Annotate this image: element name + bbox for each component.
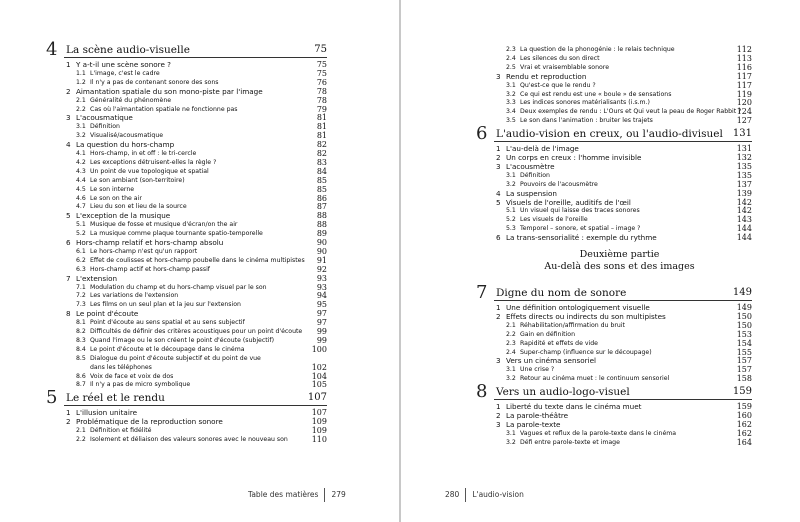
- toc-entry-number: 5.1: [76, 221, 86, 229]
- toc-entry-page: 75: [316, 68, 327, 78]
- toc-entry-title: Définition et fidélité: [90, 427, 152, 435]
- right-footer-page: 280: [445, 490, 460, 499]
- toc-entry-page: 99: [316, 335, 327, 345]
- toc-entry-page: 107: [311, 408, 327, 418]
- toc-entry-page: 85: [316, 175, 327, 185]
- toc-entry-title: Un point de vue topologique et spatial: [90, 167, 209, 175]
- toc-entry-page: 160: [736, 411, 752, 420]
- toc-entry-page: 143: [736, 215, 752, 225]
- toc-entry-number: 2.2: [76, 436, 86, 443]
- toc-entry-title: Hors-champ relatif et hors-champ absolu: [76, 238, 224, 247]
- toc-entry: [506, 115, 653, 126]
- toc-entry-page: 86: [316, 193, 327, 203]
- toc-entry-page: 78: [316, 95, 327, 105]
- chapter-rule: [64, 405, 327, 406]
- toc-entry-page: 157: [736, 356, 752, 366]
- toc-entry-title: Une définition ontologiquement visuelle: [506, 303, 650, 312]
- chapter-page: 75: [314, 44, 327, 55]
- toc-entry-page: 81: [316, 131, 327, 141]
- toc-entry-page: 90: [316, 238, 327, 247]
- toc-entry-number: 8.6: [76, 372, 86, 380]
- toc-entry-page: 162: [736, 428, 752, 438]
- toc-entry-title: Vers un cinéma sensoriel: [506, 356, 597, 366]
- toc-entry-page: 149: [736, 303, 752, 312]
- chapter-title: Vers un audio-logo-visuel: [496, 386, 630, 399]
- toc-entry-page: 81: [316, 122, 327, 132]
- toc-entry-number: 4.3: [76, 167, 86, 175]
- toc-entry-title: Les visuels de l'oreille: [520, 216, 588, 224]
- toc-entry-title: Temporel – sonore, et spatial – image ?: [520, 225, 641, 233]
- toc-entry-page: 155: [736, 347, 752, 357]
- toc-entry-number: 2.1: [76, 427, 86, 435]
- toc-entry-title: La parole-théâtre: [506, 411, 569, 420]
- toc-entry-number: 2: [66, 86, 71, 96]
- toc-entry-page: 89: [316, 229, 327, 239]
- toc-entry-page: 157: [736, 365, 752, 375]
- toc-entry-title: Le point d'écoute et le découpage dans le cinéma: [90, 345, 245, 353]
- toc-entry-number: 4.5: [76, 185, 86, 193]
- chapter-rule: [494, 141, 752, 142]
- toc-entry-number: 2.5: [506, 63, 516, 71]
- toc-entry-number: 5.1: [506, 207, 516, 215]
- toc-entry-number: 6.2: [76, 256, 86, 264]
- toc-entry-title: Il n'y a pas de contenant sonore des sons: [90, 78, 219, 86]
- toc-entry-page: 164: [736, 437, 752, 447]
- toc-entry-number: 4.7: [76, 203, 86, 211]
- toc-entry-page: 95: [316, 300, 327, 310]
- chapter-title: La scène audio-visuelle: [66, 44, 190, 56]
- toc-entry-number: 3.1: [506, 429, 516, 437]
- toc-entry-number: 2: [496, 153, 501, 162]
- left-page: [0, 0, 399, 522]
- toc-entry-number: 4.6: [76, 194, 86, 202]
- toc-entry-page: 135: [736, 161, 752, 171]
- toc-entry-number: 8: [66, 309, 71, 319]
- toc-entry-title: Musique de fosse et musique d'écran/on the air: [90, 221, 238, 229]
- toc-entry-title: Définition: [520, 171, 550, 179]
- toc-entry-number: 8.1: [76, 319, 86, 327]
- toc-entry-number: 3.1: [76, 123, 86, 131]
- toc-entry-number: 3.2: [506, 90, 516, 98]
- toc-entry-number: 3.4: [506, 108, 516, 116]
- toc-entry-number: 3.2: [506, 375, 516, 383]
- toc-entry-page: 99: [316, 327, 327, 336]
- part-label: Deuxième partie: [579, 249, 660, 260]
- toc-entry-number: 1: [496, 303, 501, 312]
- toc-entry-number: 3.1: [506, 366, 516, 374]
- toc-entry-page: 105: [311, 380, 327, 390]
- toc-entry-number: 4: [496, 188, 501, 198]
- toc-entry-page: 135: [736, 170, 752, 180]
- toc-entry-title: Voix de face et voix de dos: [90, 372, 174, 380]
- toc-entry-title: Il n'y a pas de micro symbolique: [90, 381, 191, 389]
- chapter-title: Digne du nom de sonore: [496, 287, 627, 299]
- toc-entry-number: 7.3: [76, 301, 86, 309]
- toc-entry-page: 97: [316, 318, 327, 328]
- toc-entry-page: 127: [736, 116, 752, 126]
- toc-entry-number: 1: [66, 60, 71, 69]
- toc-entry-page: 82: [316, 149, 327, 158]
- left-footer-page: 279: [331, 490, 346, 499]
- toc-entry-title: Modulation du champ et du hors-champ visuel par le son: [90, 283, 267, 291]
- toc-entry-title: Hors-champ, in et off : le tri-cercle: [90, 150, 197, 157]
- toc-entry-page: 92: [316, 264, 327, 274]
- toc-entry-title: Le son interne: [90, 185, 135, 193]
- toc-entry-page: 137: [736, 179, 752, 189]
- chapter-number: 6: [476, 123, 488, 145]
- toc-entry-number: 3.1: [506, 81, 516, 89]
- toc-entry-number: 8.7: [76, 381, 86, 389]
- toc-entry-page: 93: [316, 282, 327, 292]
- toc-entry-page: 81: [316, 113, 327, 123]
- toc-entry-number: 4.4: [76, 176, 86, 184]
- toc-entry-page: 83: [316, 157, 327, 167]
- toc-entry-number: 2.1: [76, 96, 86, 104]
- chapter-rule: [64, 57, 327, 58]
- toc-entry: [506, 373, 669, 384]
- toc-entry-number: 2.2: [506, 330, 516, 338]
- chapter-number: 7: [476, 282, 488, 303]
- toc-entry-title: Le hors-champ n'est qu'un rapport: [90, 247, 198, 255]
- toc-entry-title: La question du hors-champ: [76, 140, 175, 150]
- toc-entry-number: 8.3: [76, 336, 86, 344]
- toc-entry-page: 97: [316, 309, 327, 319]
- toc-entry-title: Défi entre parole-texte et image: [520, 438, 620, 446]
- toc-entry-number: 5: [496, 197, 501, 207]
- toc-entry-title: L'au-delà de l'image: [506, 144, 579, 154]
- toc-entry-number: 2.2: [76, 105, 86, 113]
- right-footer-label: L'audio-vision: [472, 490, 524, 499]
- toc-entry-number: 8.2: [76, 328, 86, 335]
- toc-entry-title: Super-champ (influence sur le découpage): [520, 348, 652, 356]
- toc-entry-title: L'extension: [76, 273, 118, 283]
- toc-entry-page: 117: [736, 71, 752, 81]
- toc-entry-title: Effets directs ou indirects du son multipistes: [506, 311, 666, 321]
- toc-entry-title: Quand l'image ou le son créent le point d'écoute (subjectif): [90, 336, 274, 344]
- toc-entry-number: 1.2: [76, 78, 86, 86]
- toc-entry-number: 7: [66, 273, 71, 283]
- toc-entry-title: Un visuel qui laisse des traces sonores: [520, 207, 640, 215]
- toc-entry-page: 87: [316, 202, 327, 212]
- toc-entry-page: 82: [316, 140, 327, 150]
- toc-entry-page: 119: [736, 89, 752, 99]
- toc-entry-title: Ce qui est rendu est une « boule » de sensations: [520, 90, 672, 98]
- toc-entry-page: 150: [736, 320, 752, 330]
- toc-entry-title: Visualisé/acousmatique: [90, 132, 164, 140]
- toc-entry-title: L'illusion unitaire: [76, 408, 138, 418]
- toc-entry-number: 1: [496, 144, 501, 154]
- toc-entry-title: Les films on un seul plan et la jeu sur l'extension: [90, 301, 241, 309]
- toc-entry-page: 117: [736, 80, 752, 90]
- toc-entry-page: 159: [736, 402, 752, 412]
- toc-entry-number: 6: [66, 238, 71, 247]
- toc-entry-title: Vagues et reflux de la parole-texte dans le cinéma: [520, 429, 677, 437]
- toc-entry-number: 7.1: [76, 283, 86, 291]
- toc-entry-number: 6: [496, 233, 501, 243]
- toc-entry-number: 2: [66, 417, 71, 427]
- toc-entry-number: 1.1: [76, 69, 86, 77]
- toc-entry-number: 3: [496, 71, 501, 81]
- toc-entry-number: 3: [496, 419, 501, 429]
- toc-entry-title: Visuels de l'oreille, auditifs de l'œil: [506, 197, 631, 207]
- toc-entry-page: 109: [311, 426, 327, 436]
- toc-entry-title: Gain en définition: [520, 330, 576, 338]
- toc-entry-title: Une crise ?: [520, 366, 555, 374]
- toc-entry-page: 113: [736, 53, 752, 63]
- toc-entry: [76, 379, 190, 390]
- toc-entry-page: 144: [736, 224, 752, 234]
- toc-entry-title: Les variations de l'extension: [90, 292, 179, 300]
- toc-entry-page: 100: [311, 344, 327, 354]
- toc-entry-number: 2.1: [506, 321, 516, 329]
- toc-entry-page: 102: [311, 362, 327, 372]
- toc-entry-number: 2.3: [506, 46, 516, 53]
- toc-entry-page: 85: [316, 184, 327, 194]
- toc-entry-number: 3: [496, 161, 501, 171]
- toc-entry-page: 104: [311, 371, 327, 381]
- toc-entry-page: 94: [316, 291, 327, 301]
- toc-entry-title: Liberté du texte dans le cinéma muet: [506, 402, 642, 412]
- toc-entry-title: Le son dans l'animation : bruiter les trajets: [520, 117, 653, 125]
- toc-entry-page: 153: [736, 329, 752, 339]
- toc-entry-title: Retour au cinéma muet : le continuum sensoriel: [520, 375, 670, 383]
- toc-entry-page: 132: [736, 153, 752, 162]
- toc-entry-title: Difficultés de définir des critères acoustiques pour un point d'écoute: [90, 328, 303, 335]
- toc-entry-number: 2.4: [506, 348, 516, 356]
- toc-entry-number: 5.2: [506, 216, 516, 224]
- toc-entry-number: 3.1: [506, 171, 516, 179]
- chapter-rule: [494, 399, 752, 400]
- toc-entry-number: 5.2: [76, 230, 86, 238]
- toc-entry-title: La suspension: [506, 188, 557, 198]
- toc-entry-page: 154: [736, 338, 752, 348]
- toc-entry-title: dans les téléphones: [90, 363, 152, 371]
- chapter-number: 8: [476, 381, 488, 403]
- toc-entry-page: 142: [736, 206, 752, 216]
- toc-entry-number: 3.3: [506, 99, 516, 107]
- toc-entry-title: Les indices sonores matérialisants (i.s.m.): [520, 99, 650, 107]
- toc-entry-page: 139: [736, 188, 752, 198]
- toc-entry-number: 3: [66, 113, 71, 123]
- toc-entry-page: 112: [736, 45, 752, 54]
- toc-entry-number: 2: [496, 411, 501, 420]
- toc-entry-page: 75: [316, 60, 327, 69]
- toc-entry-page: 93: [316, 273, 327, 283]
- toc-entry: [496, 232, 657, 243]
- right-footer: [445, 488, 524, 502]
- toc-entry-title: Rendu et reproduction: [506, 71, 587, 81]
- chapter-page: 131: [732, 128, 752, 140]
- toc-entry-number: 4.1: [76, 150, 86, 157]
- toc-entry-title: Qu'est-ce que le rendu ?: [520, 81, 596, 89]
- toc-entry-title: Généralité du phénomène: [90, 96, 172, 104]
- toc-entry-page: 88: [316, 211, 327, 221]
- toc-entry: [506, 437, 620, 448]
- toc-entry-page: 110: [311, 435, 327, 444]
- toc-entry-number: 2: [496, 311, 501, 321]
- right-page: [401, 0, 800, 522]
- chapter-page: 149: [732, 287, 752, 298]
- toc-entry-title: Isolement et déliaison des valeurs sonores avec le nouveau son: [90, 436, 288, 443]
- toc-entry-title: L'exception de la musique: [76, 211, 171, 221]
- toc-entry-title: Y a-t-il une scène sonore ?: [76, 60, 171, 69]
- toc-entry-title: Pouvoirs de l'acousmètre: [520, 180, 598, 188]
- toc-entry-title: Définition: [90, 123, 120, 131]
- toc-entry-page: 76: [316, 77, 327, 87]
- toc-entry-title: Rapidité et effets de vide: [520, 339, 598, 347]
- toc-entry-number: 5: [66, 211, 71, 221]
- toc-entry-title: La musique comme plaque tournante spatio-temporelle: [90, 230, 263, 238]
- toc-entry-title: Deux exemples de rendu : L'Ours et Qui veut la peau de Roger Rabbit ?: [520, 108, 742, 116]
- toc-entry-title: La trans-sensorialité : exemple du rythme: [506, 233, 657, 243]
- toc-entry-title: Effet de coulisses et hors-champ poubelle dans le cinéma multipistes: [90, 256, 305, 264]
- chapter-page: 107: [307, 392, 327, 404]
- toc-entry-page: 144: [736, 233, 752, 243]
- toc-entry-title: Les silences du son direct: [520, 54, 600, 62]
- toc-entry-title: Vrai et vraisemblable sonore: [520, 63, 610, 71]
- toc-entry-page: 88: [316, 220, 327, 230]
- chapter-title: L'audio-vision en creux, ou l'audio-divisuel: [496, 128, 723, 141]
- toc-entry-title: L'image, c'est le cadre: [90, 69, 160, 77]
- toc-entry-title: Aimantation spatiale du son mono-piste par l'image: [76, 86, 263, 96]
- toc-entry-number: 4.2: [76, 158, 86, 166]
- toc-entry-number: 3.2: [506, 438, 516, 446]
- toc-entry-title: Le son ambiant (son-territoire): [90, 176, 185, 184]
- toc-entry-title: Problématique de la reproduction sonore: [76, 417, 223, 427]
- toc-entry-title: Les exceptions détruisent-elles la règle ?: [90, 158, 217, 166]
- toc-entry-page: 162: [736, 419, 752, 429]
- toc-entry-title: Cas où l'aimantation spatiale ne fonctionne pas: [90, 105, 238, 113]
- toc-entry-number: 5.3: [506, 225, 516, 233]
- toc-entry-title: La question de la phonogénie : le relais technique: [520, 46, 675, 53]
- toc-entry-number: 7.2: [76, 292, 86, 300]
- chapter-number: 5: [46, 387, 58, 409]
- chapter-title: Le réel et le rendu: [66, 392, 165, 405]
- toc-entry-page: 120: [736, 98, 752, 108]
- part-title: Au-delà des sons et des images: [544, 261, 695, 272]
- toc-entry: [76, 434, 288, 445]
- toc-entry-title: Réhabilitation/affirmation du bruit: [520, 321, 625, 329]
- toc-entry-number: 3.2: [76, 132, 86, 140]
- toc-entry-title: Le son on the air: [90, 194, 142, 202]
- toc-entry-number: 1: [496, 402, 501, 412]
- toc-entry-page: 84: [316, 166, 327, 176]
- toc-entry-title: Le point d'écoute: [76, 309, 139, 319]
- toc-entry-number: 2.3: [506, 339, 516, 347]
- toc-entry-number: 1: [66, 408, 71, 418]
- toc-entry-number: 3: [496, 356, 501, 366]
- chapter-rule: [494, 300, 752, 301]
- left-footer-label: Table des matières: [248, 490, 319, 499]
- toc-entry-page: 158: [736, 374, 752, 384]
- chapter-number: 4: [46, 39, 58, 60]
- toc-entry-number: 3.5: [506, 117, 516, 125]
- chapter-page: 159: [732, 386, 752, 398]
- toc-entry-title: Hors-champ actif et hors-champ passif: [90, 265, 210, 273]
- toc-entry-number: 6.1: [76, 247, 86, 255]
- toc-entry-number: 3.2: [506, 180, 516, 188]
- toc-entry-page: 90: [316, 246, 327, 256]
- toc-entry-title: L'acousmètre: [506, 161, 555, 171]
- toc-entry-title: Dialogue du point d'écoute subjectif et du point de vue: [90, 354, 261, 362]
- toc-entry-number: 2.4: [506, 54, 516, 62]
- toc-entry-page: 79: [316, 104, 327, 114]
- toc-entry-page: 109: [311, 417, 327, 427]
- toc-entry-title: L'acousmatique: [76, 113, 133, 123]
- toc-entry-page: 78: [316, 86, 327, 96]
- toc-entry-page: 150: [736, 311, 752, 321]
- toc-entry-title: La parole-texte: [506, 419, 561, 429]
- toc-entry-page: 142: [736, 197, 752, 207]
- toc-entry-number: 8.5: [76, 354, 86, 362]
- toc-entry-number: 6.3: [76, 265, 86, 273]
- left-footer: [248, 488, 346, 502]
- toc-entry-number: 4: [66, 140, 71, 150]
- toc-entry-page: 124: [736, 107, 752, 117]
- toc-entry-title: Point d'écoute au sens spatial et au sens subjectif: [90, 319, 245, 327]
- toc-entry-page: 91: [316, 255, 327, 265]
- toc-entry-title: Un corps en creux : l'homme invisible: [506, 153, 642, 162]
- toc-entry-page: 116: [736, 62, 752, 72]
- toc-entry-page: 131: [736, 144, 752, 154]
- toc-entry-title: Lieu du son et lieu de la source: [90, 203, 187, 211]
- toc-entry-number: 8.4: [76, 345, 86, 353]
